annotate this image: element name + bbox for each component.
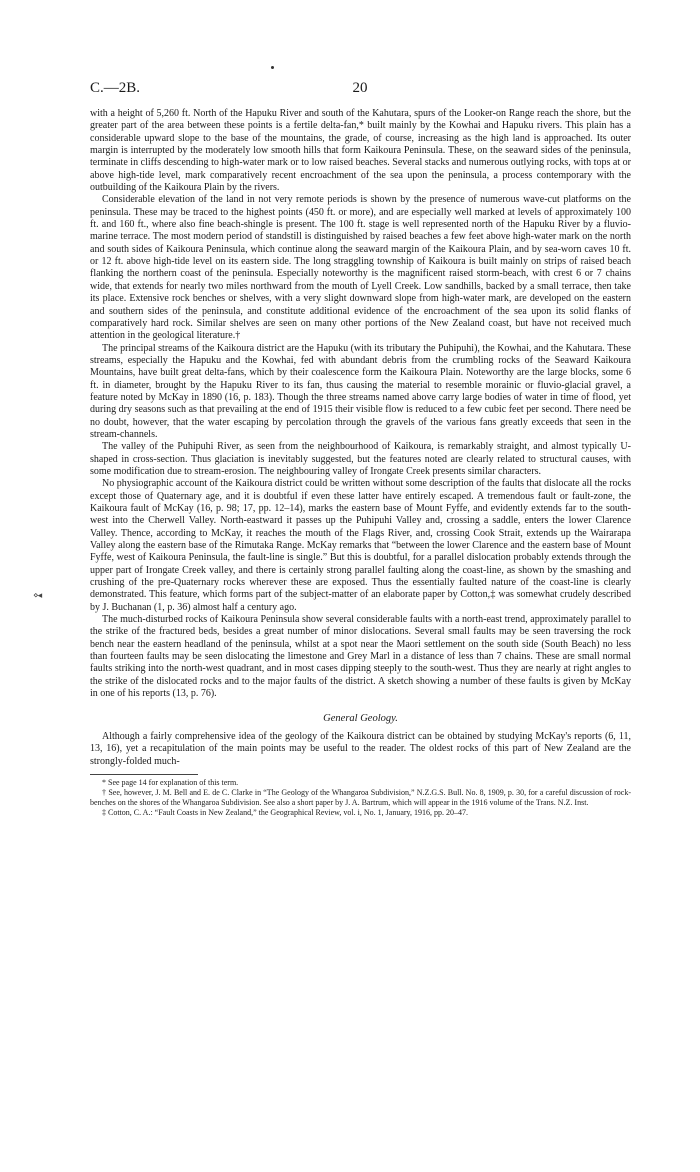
body-text	[90, 108, 631, 818]
paragraph: The much-disturbed rocks of Kaikoura Peninsula show several considerable faults with a north-east trend, approximately parallel to the strike of the fractured beds, besides a great number of minor dislocations. Several small faults may be seen traversing the rock bench near the eastern headland of the peninsula, whilst at a spot near the Maori settlement on the south side (South Beach) no less than fourteen faults may be seen dislocating the limestone and Grey Marl in a distance of less than 7 chains. These are small normal faults striking into the north-west quadrant, and in most cases dipping steeply to the south-west. Thus they are nearly at right angles to the strike of the dislocated rocks and to the major faults of the district. A sketch showing a number of these faults is given by McKay in one of his reports (13, p. 76).	[90, 614, 631, 700]
paragraph: The valley of the Puhipuhi River, as seen from the neighbourhood of Kaikoura, is remarkably straight, and almost typically U-shaped in cross-section. Thus glaciation is inevitably suggested, but the features noted are clearly related to structural causes, with some modification due to stream-erosion. The neighbouring valley of Irongate Creek presents similar characters.	[90, 441, 631, 477]
footnote: * See page 14 for explanation of this term.	[102, 777, 239, 787]
paragraph: No physiographic account of the Kaikoura district could be written without some description of the faults that dislocate all the rocks except those of Quaternary age, and it is doubtful if even these latter have entirely escaped. A tremendous fault or fault-zone, the Kaikoura fault of McKay (16, p. 98; 17, pp. 12–14), marks the eastern base of Mount Fyffe, and evidently extends far to the south-west into the Cherwell Valley. North-eastward it passes up the Puhipuhi Valley and, crossing a saddle, enters the lower Clarence Valley. Thence, according to McKay, it reaches the mouth of the Flags River, and, crossing Cook Strait, extends up the Wairarapa Valley along the eastern base of the Rimutaka Range. McKay remarks that “between the lower Clarence and the eastern base of Mount Fyffe, west of Kaikoura Peninsula, the fault-line is single.” But this is doubtful, for a parallel dislocation probably extends through the upper part of Irongate Creek valley, and there is certainly strong parallel faulting along the coast-line, as shown by the smashing and crushing of the pre-Quaternary rocks wherever these are exposed. Thus the essentially faulted nature of the coast-line is clearly demonstrated. This feature, which forms part of the subject-matter of an elaborate paper by Cotton,‡ was somewhat crudely described by J. Buchanan (1, p. 36) almost half a century ago.	[90, 478, 631, 613]
page-number: 20	[352, 80, 368, 96]
paragraph: Considerable elevation of the land in not very remote periods is shown by the presence of numerous wave-cut platforms on the peninsula. These may be traced to the highest points (450 ft. or more), and are especially well marked at levels of approximately 100 ft. and 160 ft., where also fine beach-shingle is present. The 100 ft. stage is well represented north of the Hapuku River by a fluvio-marine terrace. The most modern period of standstill is distinguished by raised beaches a few feet above high-water mark on the north and south sides of Kaikoura Peninsula, which continue along the seaward margin of the Kaikoura Plain, and by sea-worn caves 10 ft. or 12 ft. above high-tide level on its eastern side. The long straggling township of Kaikoura is built mainly on strips of raised beach flanking the northern coast of the peninsula. Especially noteworthy is the magnificent raised storm-beach, with crest 6 or 7 chains wide, that extends for nearly two miles northward from the mouth of Lyell Creek. Low sandhills, backed by a small terrace, then take its place. Extensive rock benches or shelves, with a very slight downward slope from high-water mark, are developed on the eastern and southern sides of the peninsula, and constitute additional evidence of the encroachment of the sea upon its solid flanks of comparatively hard rock. Similar shelves are seen on many other portions of the New Zealand coast, but have not received much attention in the geological literature.†	[90, 194, 631, 342]
footnotes	[90, 778, 631, 818]
footnote-divider	[90, 774, 198, 775]
footnote: ‡ Cotton, C. A.: “Fault Coasts in New Zealand,” the Geographical Review, vol. i, No. 1, January, 1916, pp. 20–47.	[102, 807, 469, 817]
footnote: † See, however, J. M. Bell and E. de C. Clarke in “The Geology of the Whangaroa Subdivision,” N.Z.G.S. Bull. No. 8, 1909, p. 30, for a careful discussion of rock-benches on the shores of the Whangaroa Subdivision. See also a short paper by J. A. Bartrum, which will appear in the 1916 volume of the Trans. N.Z. Inst.	[90, 787, 631, 807]
paragraph: with a height of 5,260 ft. North of the Hapuku River and south of the Kahutara, spurs of the Looker-on Range reach the shore, but the greater part of the area between these points is a fertile delta-fan,* built mainly by the Kowhai and Hapuku rivers. This plain has a considerable upward slope to the base of the mountains, the grade, of course, increasing as the high land is approached. Its outer margin is interrupted by the moderately low smooth hills that form Kaikoura Peninsula. These, on the seaward sides of the peninsula, terminate in cliffs descending to high-water mark or to low raised beaches. Several stacks and numerous outlying rocks, with tops at or above high-tide level, mark comparatively recent encroachment of the sea upon the peninsula, a process contemporary with the outbuilding of the Kaikoura Plain by the rivers.	[90, 108, 631, 194]
page-header	[90, 80, 630, 102]
section-heading: General Geology.	[323, 712, 398, 724]
series-code: C.—2B.	[90, 80, 141, 96]
margin-mark: ⋄◂	[33, 591, 42, 601]
paragraph: Although a fairly comprehensive idea of the geology of the Kaikoura district can be obtained by studying McKay's reports (6, 11, 13, 16), yet a recapitulation of the main points may be useful to the reader. The oldest rocks of this part of New Zealand are the strongly-folded much-	[90, 730, 631, 767]
print-dot	[271, 66, 274, 69]
paragraph: The principal streams of the Kaikoura district are the Hapuku (with its tributary the Puhipuhi), the Kowhai, and the Kahutara. These streams, especially the Hapuku and the Kowhai, fed with abundant debris from the crumbling rocks of the Seaward Kaikoura Mountains, have built great delta-fans, which by their coalescence form the Kaikoura Plain. Noteworthy are the large blocks, some 6 ft. in diameter, brought by the Hapuku River to its fan, thus causing the material to resemble morainic or fluvio-glacial gravel, a feature noted by McKay in 1890 (16, p. 183). Though the three streams named above carry large bodies of water in time of flood, yet during dry seasons such as that prevailing at the end of 1915 their visible flow is reduced to a few cubic feet per second. There need be no doubt, however, that the water escaping by percolation through the gravels of the various fans greatly exceeds that seen in the stream-channels.	[90, 342, 631, 440]
